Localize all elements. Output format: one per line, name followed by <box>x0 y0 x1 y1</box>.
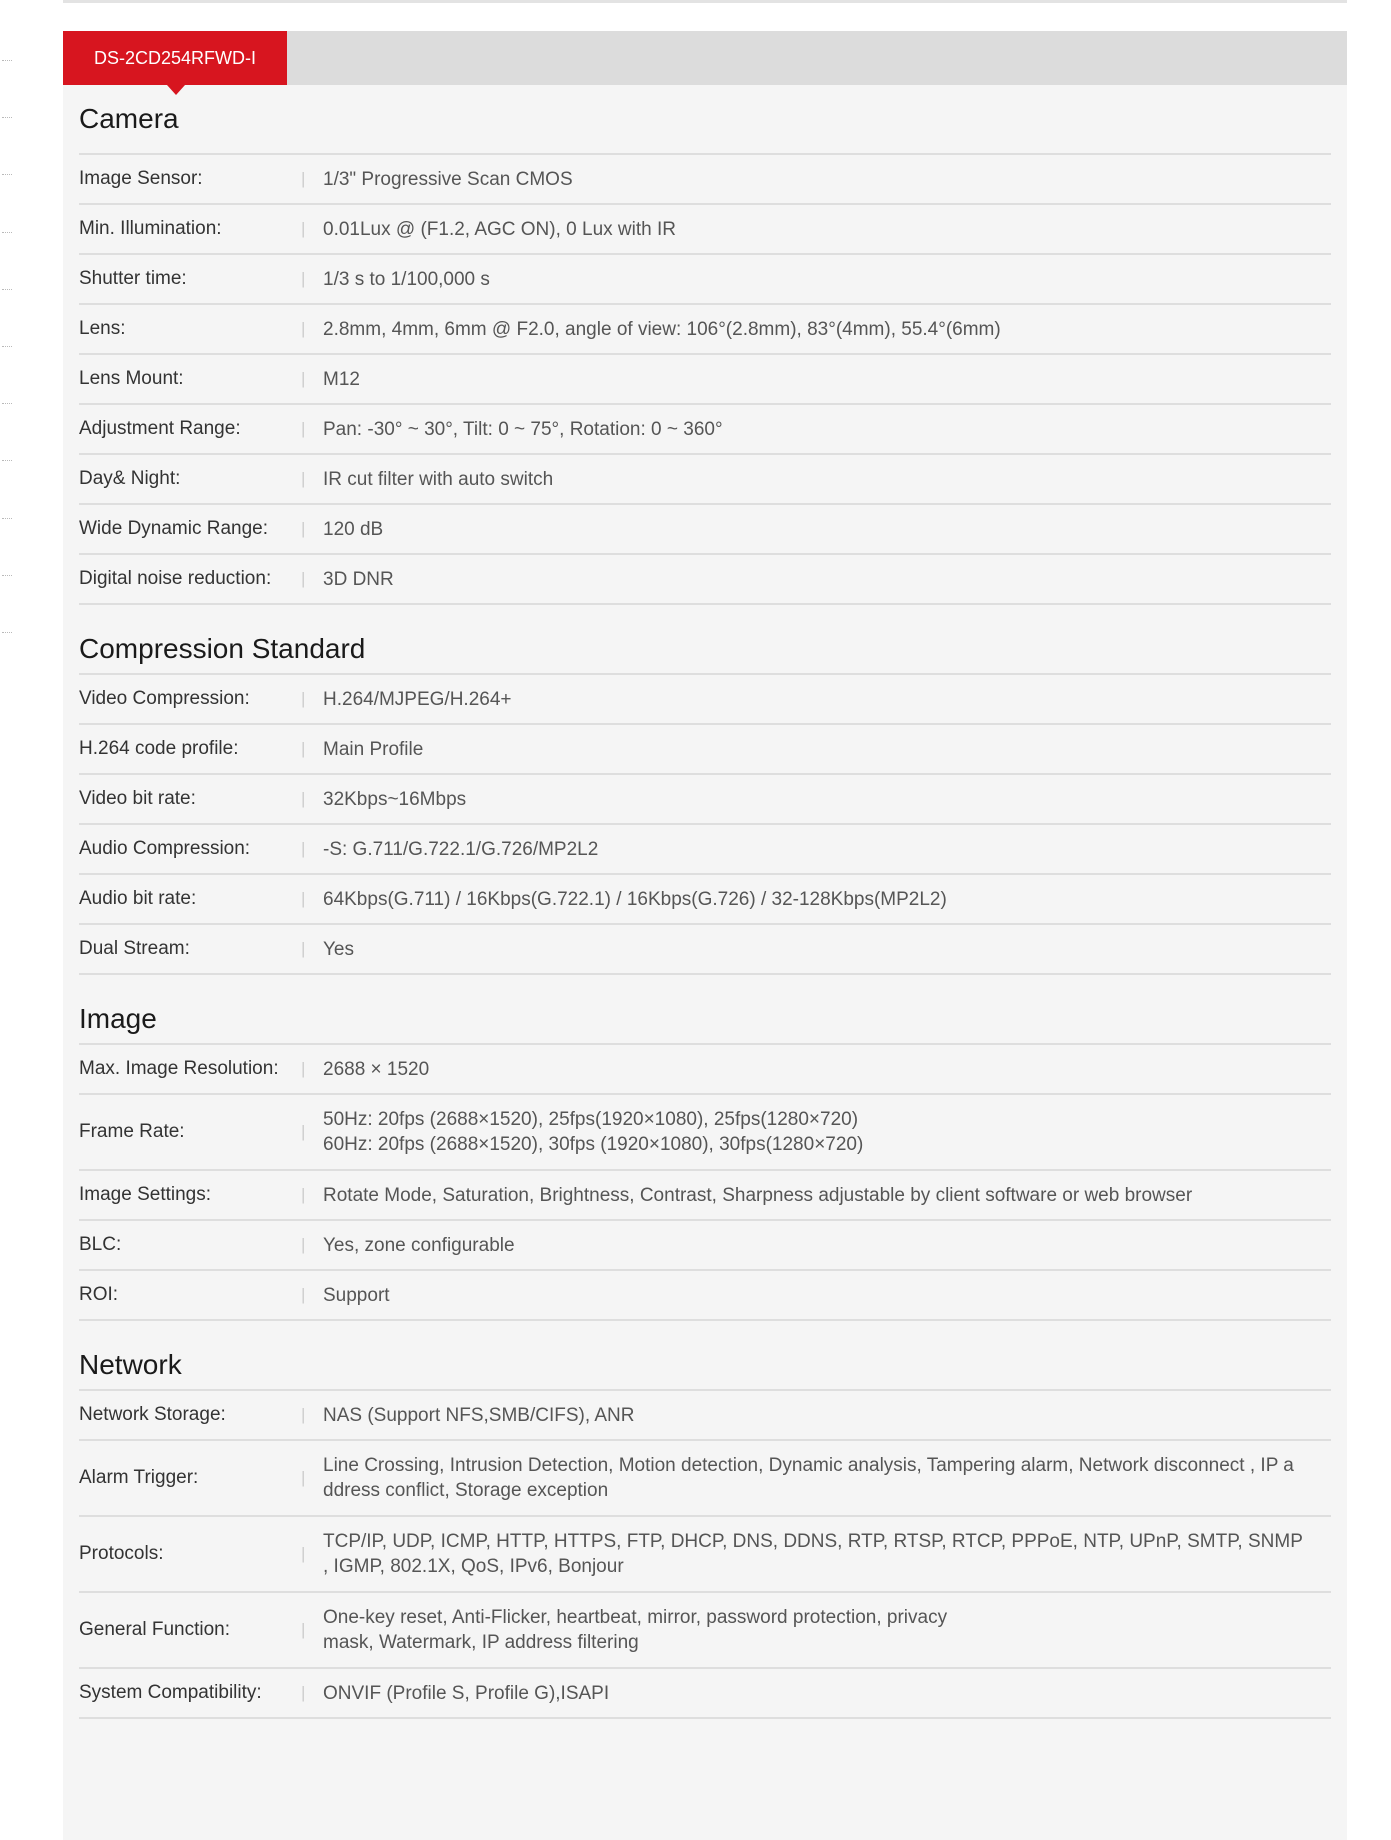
spec-label: Shutter time: <box>79 268 187 289</box>
spec-separator: | <box>301 219 306 238</box>
spec-separator: | <box>301 1683 306 1702</box>
spec-row <box>79 1271 1331 1321</box>
spec-label: Dual Stream: <box>79 938 190 959</box>
spec-value: Yes <box>323 938 354 960</box>
spec-label: System Compatibility: <box>79 1682 262 1703</box>
spec-separator: | <box>301 1285 306 1304</box>
spec-row <box>79 925 1331 975</box>
spec-label: Protocols: <box>79 1543 164 1564</box>
spec-value: 0.01Lux @ (F1.2, AGC ON), 0 Lux with IR <box>323 218 676 240</box>
spec-label: Min. Illumination: <box>79 218 222 239</box>
spec-value: 3D DNR <box>323 568 394 590</box>
section-title: Compression Standard <box>79 605 1331 675</box>
section-title: Network <box>79 1321 1331 1391</box>
gutter-dot <box>0 612 14 669</box>
spec-row <box>79 1045 1331 1095</box>
spec-section-compression-standard <box>79 605 1331 975</box>
section-title: Image <box>79 975 1331 1045</box>
spec-label: H.264 code profile: <box>79 738 239 759</box>
spec-content <box>63 85 1347 1719</box>
gutter-dot <box>0 40 14 97</box>
spec-panel <box>63 31 1347 1840</box>
spec-row <box>79 555 1331 605</box>
spec-separator: | <box>301 1059 306 1078</box>
gutter-dot <box>0 269 14 326</box>
spec-value: M12 <box>323 368 360 390</box>
spec-value: 2688 × 1520 <box>323 1058 430 1080</box>
spec-value: Rotate Mode, Saturation, Brightness, Contrast, Sharpness adjustable by client software or web browser <box>323 1184 1193 1206</box>
gutter-dot <box>0 154 14 211</box>
spec-separator: | <box>301 269 306 288</box>
spec-row <box>79 825 1331 875</box>
spec-separator: | <box>301 469 306 488</box>
spec-separator: | <box>301 689 306 708</box>
spec-separator: | <box>301 1468 306 1487</box>
spec-separator: | <box>301 1122 306 1141</box>
left-gutter-dots <box>0 40 14 669</box>
spec-label: Max. Image Resolution: <box>79 1058 279 1079</box>
spec-value: 50Hz: 20fps (2688×1520), 25fps(1920×1080), 25fps(1280×720) 60Hz: 20fps (2688×1520), 30fps (1920×1080), 30fps(1280×720) <box>323 1109 864 1155</box>
gutter-dot <box>0 555 14 612</box>
spec-row <box>79 405 1331 455</box>
spec-value: 1/3" Progressive Scan CMOS <box>323 168 573 190</box>
spec-separator: | <box>301 319 306 338</box>
spec-value: Line Crossing, Intrusion Detection, Motion detection, Dynamic analysis, Tampering alarm, Network disconnect , IP a ddress conflict, Storage exception <box>323 1455 1294 1501</box>
spec-label: Video bit rate: <box>79 788 196 809</box>
spec-label: Wide Dynamic Range: <box>79 518 269 539</box>
spec-row <box>79 1391 1331 1441</box>
spec-separator: | <box>301 369 306 388</box>
spec-row <box>79 255 1331 305</box>
spec-row <box>79 1171 1331 1221</box>
spec-separator: | <box>301 1405 306 1424</box>
spec-row <box>79 355 1331 405</box>
spec-value: H.264/MJPEG/H.264+ <box>323 688 512 710</box>
spec-row <box>79 775 1331 825</box>
spec-label: Video Compression: <box>79 688 250 709</box>
gutter-dot <box>0 383 14 440</box>
spec-separator: | <box>301 739 306 758</box>
spec-value: Main Profile <box>323 738 424 760</box>
spec-value: 1/3 s to 1/100,000 s <box>323 268 490 290</box>
spec-row <box>79 875 1331 925</box>
spec-value: 120 dB <box>323 518 384 540</box>
spec-value: IR cut filter with auto switch <box>323 468 554 490</box>
gutter-dot <box>0 326 14 383</box>
spec-row <box>79 675 1331 725</box>
spec-value: Support <box>323 1284 390 1306</box>
spec-label: Day& Night: <box>79 468 181 489</box>
spec-section-image <box>79 975 1331 1321</box>
spec-row <box>79 1593 1331 1669</box>
spec-row <box>79 155 1331 205</box>
spec-label: BLC: <box>79 1234 122 1255</box>
spec-section-camera <box>79 85 1331 605</box>
spec-row <box>79 505 1331 555</box>
spec-value: Yes, zone configurable <box>323 1234 515 1256</box>
spec-label: Network Storage: <box>79 1404 226 1425</box>
spec-label: Image Sensor: <box>79 168 203 189</box>
spec-separator: | <box>301 1620 306 1639</box>
spec-separator: | <box>301 1544 306 1563</box>
spec-value: -S: G.711/G.722.1/G.726/MP2L2 <box>323 838 599 860</box>
spec-value: Pan: -30° ~ 30°, Tilt: 0 ~ 75°, Rotation: 0 ~ 360° <box>323 418 723 440</box>
spec-label: Audio bit rate: <box>79 888 197 909</box>
model-tab-strip <box>63 31 1347 85</box>
spec-value: 2.8mm, 4mm, 6mm @ F2.0, angle of view: 106°(2.8mm), 83°(4mm), 55.4°(6mm) <box>323 318 1001 340</box>
spec-value: ONVIF (Profile S, Profile G),ISAPI <box>323 1682 610 1704</box>
spec-label: Lens Mount: <box>79 368 184 389</box>
gutter-dot <box>0 498 14 555</box>
spec-row <box>79 1095 1331 1171</box>
spec-row <box>79 1517 1331 1593</box>
spec-row <box>79 1441 1331 1517</box>
spec-label: Audio Compression: <box>79 838 251 859</box>
spec-row <box>79 1221 1331 1271</box>
top-divider <box>63 0 1347 3</box>
spec-label: Alarm Trigger: <box>79 1467 199 1488</box>
spec-separator: | <box>301 419 306 438</box>
spec-row <box>79 1669 1331 1719</box>
spec-value: 64Kbps(G.711) / 16Kbps(G.722.1) / 16Kbps(G.726) / 32-128Kbps(MP2L2) <box>323 888 947 910</box>
spec-separator: | <box>301 889 306 908</box>
spec-section-network <box>79 1321 1331 1719</box>
spec-row <box>79 725 1331 775</box>
gutter-dot <box>0 212 14 269</box>
model-tab[interactable]: DS-2CD254RFWD-I <box>63 31 287 85</box>
spec-label: Digital noise reduction: <box>79 568 272 589</box>
gutter-dot <box>0 440 14 497</box>
spec-label: Image Settings: <box>79 1184 212 1205</box>
spec-separator: | <box>301 519 306 538</box>
spec-value: One-key reset, Anti-Flicker, heartbeat, mirror, password protection, privacy mask, Watermark, IP address filtering <box>323 1607 948 1653</box>
gutter-dot <box>0 97 14 154</box>
spec-separator: | <box>301 1235 306 1254</box>
spec-label: Adjustment Range: <box>79 418 241 439</box>
spec-separator: | <box>301 169 306 188</box>
spec-row <box>79 305 1331 355</box>
spec-value: TCP/IP, UDP, ICMP, HTTP, HTTPS, FTP, DHCP, DNS, DDNS, RTP, RTSP, RTCP, PPPoE, NTP, UPnP, SMTP, SNMP , IGMP, 802.1X, QoS, IPv6, Bonjour <box>323 1531 1303 1577</box>
spec-label: General Function: <box>79 1619 231 1640</box>
spec-label: Lens: <box>79 318 126 339</box>
spec-value: 32Kbps~16Mbps <box>323 788 467 810</box>
spec-row <box>79 205 1331 255</box>
spec-separator: | <box>301 839 306 858</box>
spec-row <box>79 455 1331 505</box>
spec-separator: | <box>301 939 306 958</box>
spec-separator: | <box>301 789 306 808</box>
spec-label: ROI: <box>79 1284 119 1305</box>
spec-separator: | <box>301 569 306 588</box>
spec-value: NAS (Support NFS,SMB/CIFS), ANR <box>323 1404 635 1426</box>
section-title: Camera <box>79 85 1331 155</box>
spec-label: Frame Rate: <box>79 1121 185 1142</box>
spec-separator: | <box>301 1185 306 1204</box>
